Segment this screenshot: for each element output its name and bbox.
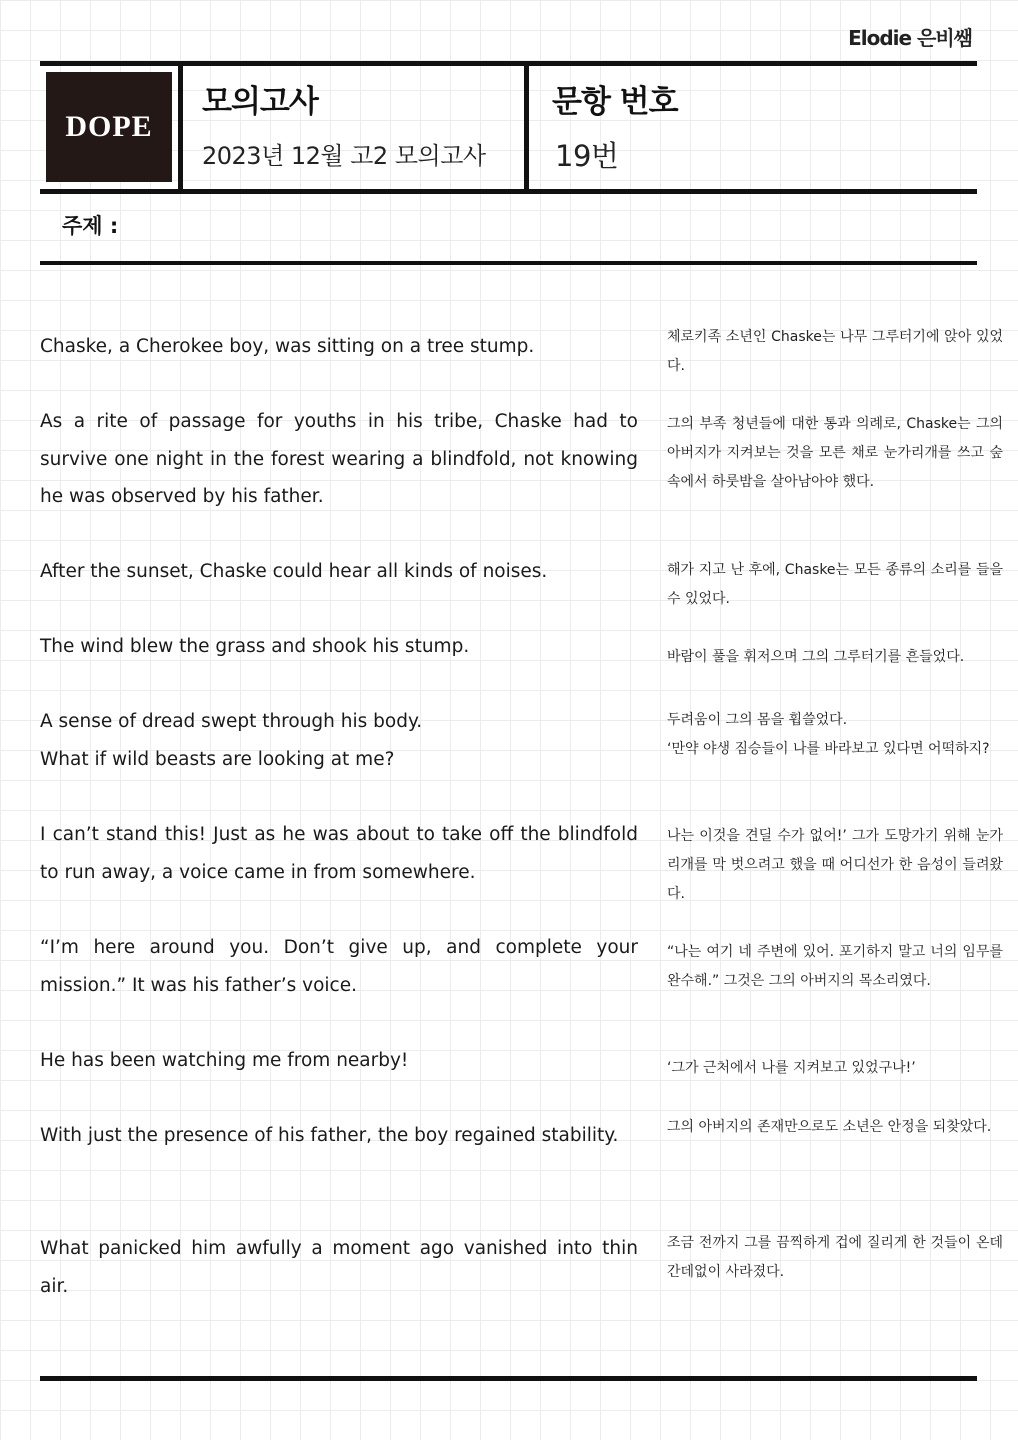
korean-translation: 그의 부족 청년들에 대한 통과 의례로, Chaske는 그의 아버지가 지켜보는 것을 모른 채로 눈가리개를 쓰고 숲속에서 하룻밤을 살아남아야 했다. xyxy=(667,416,1003,490)
question-number-value: 19번 xyxy=(555,139,619,173)
english-sentence: I can’t stand this! Just as he was about to take off the blindfold to run away, a voice came in from somewhere. xyxy=(40,824,638,883)
english-sentence: With just the presence of his father, the boy regained stability. xyxy=(40,1125,619,1146)
english-sentence: A sense of dread swept through his body. What if wild beasts are looking at me? xyxy=(40,711,423,770)
footer-rule xyxy=(40,1376,977,1381)
english-sentence: “I’m here around you. Don’t give up, and complete your mission.” It was his father’s voice. xyxy=(40,937,638,996)
english-sentence: As a rite of passage for youths in his tribe, Chaske had to survive one night in the forest wearing a blindfold, not knowing he was observed by his father. xyxy=(40,411,638,507)
korean-translation: 체로키족 소년인 Chaske는 나무 그루터기에 앉아 있었다. xyxy=(667,329,1003,374)
question-number-label: 문항 번호 xyxy=(552,84,678,120)
korean-translation: 조금 전까지 그를 끔찍하게 겁에 질리게 한 것들이 온데간데없이 사라졌다. xyxy=(667,1235,1003,1280)
english-sentence: The wind blew the grass and shook his stump. xyxy=(40,636,470,657)
korean-translation: 바람이 풀을 휘저으며 그의 그루터기를 흔들었다. xyxy=(667,649,965,665)
korean-translation: ‘그가 근처에서 나를 지켜보고 있었구나!’ xyxy=(667,1060,916,1076)
header-divider-left xyxy=(178,64,183,191)
exam-label: 모의고사 xyxy=(202,84,318,120)
korean-translation: 해가 지고 난 후에, Chaske는 모든 종류의 소리를 들을 수 있었다. xyxy=(667,562,1003,607)
english-sentence: What panicked him awfully a moment ago vanished into thin air. xyxy=(40,1238,638,1297)
korean-translation: “나는 여기 네 주변에 있어. 포기하지 말고 너의 임무를 완수해.” 그것은 그의 아버지의 목소리였다. xyxy=(667,944,1003,989)
english-sentence: After the sunset, Chaske could hear all kinds of noises. xyxy=(40,561,548,582)
korean-translation: 두려움이 그의 몸을 휩쓸었다. ‘만약 야생 짐승들이 나를 바라보고 있다면 어떡하지? xyxy=(667,712,990,757)
topic-bottom-rule xyxy=(40,261,977,265)
exam-value: 2023년 12월 고2 모의고사 xyxy=(202,142,486,170)
header-divider-right xyxy=(524,64,529,191)
brand-logo: Elodie 은비쌤 xyxy=(848,26,972,50)
korean-translation: 그의 아버지의 존재만으로도 소년은 안정을 되찾았다. xyxy=(667,1119,992,1135)
topic-label: 주제 : xyxy=(62,214,119,238)
dope-logo: DOPE xyxy=(46,72,172,182)
english-sentence: He has been watching me from nearby! xyxy=(40,1050,409,1071)
english-sentence: Chaske, a Cherokee boy, was sitting on a tree stump. xyxy=(40,336,535,357)
korean-translation: 나는 이것을 견딜 수가 없어!’ 그가 도망가기 위해 눈가리개를 막 벗으려고 했을 때 어디선가 한 음성이 들려왔다. xyxy=(667,828,1003,902)
